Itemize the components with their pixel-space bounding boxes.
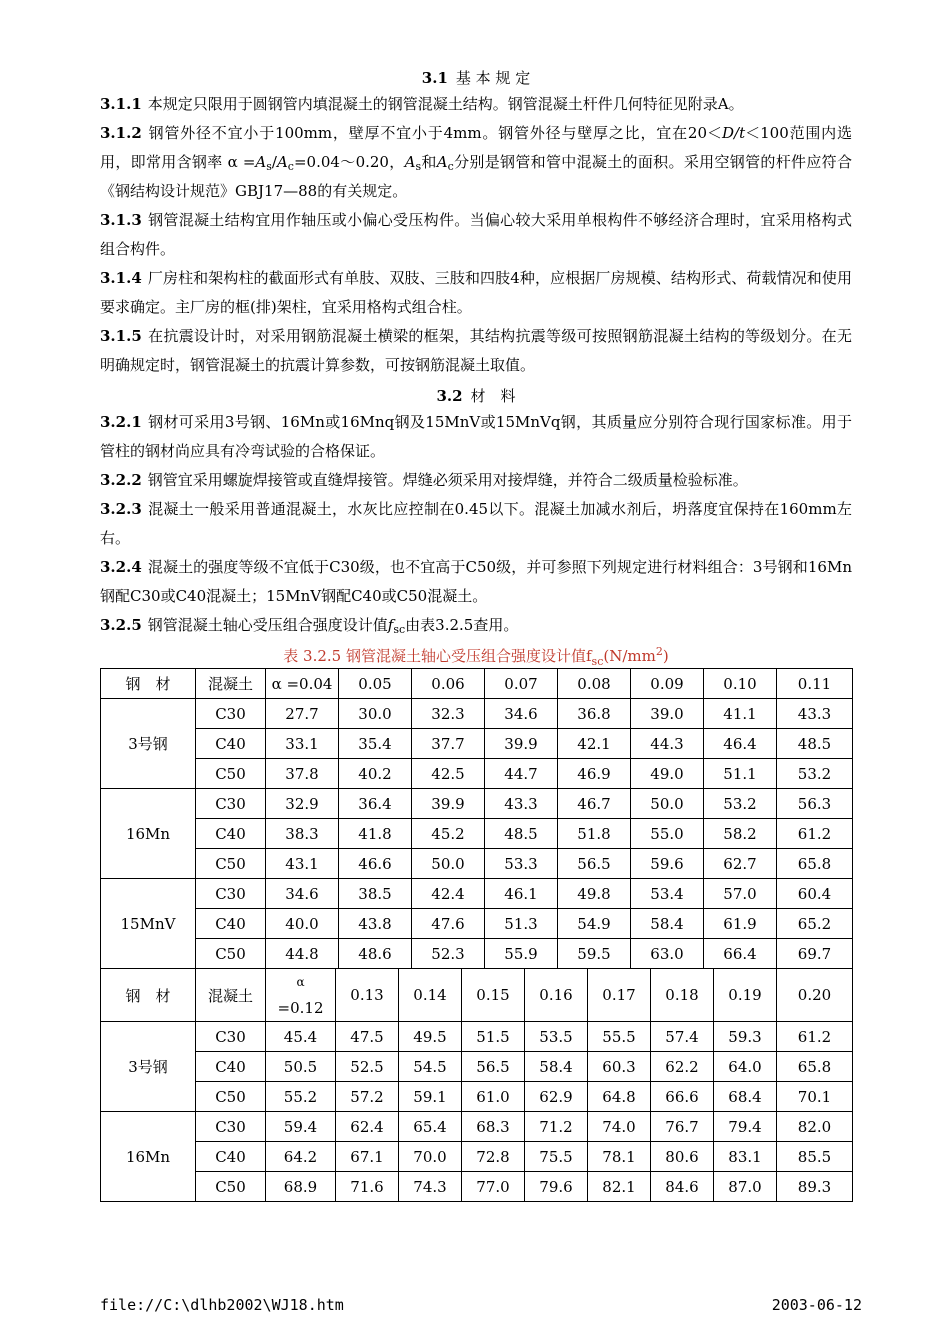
value-cell: 75.5	[525, 1142, 588, 1172]
table-row	[101, 1112, 853, 1142]
value-cell: 52.5	[336, 1052, 399, 1082]
header-cell: 0.14	[399, 969, 462, 1022]
value-cell: 53.2	[704, 789, 777, 819]
concrete-grade-cell: C30	[196, 1022, 266, 1052]
value-cell: 42.4	[412, 879, 485, 909]
value-cell: 82.1	[588, 1172, 651, 1202]
value-cell: 65.2	[777, 909, 853, 939]
value-cell: 44.8	[266, 939, 339, 969]
value-cell: 42.1	[558, 729, 631, 759]
value-cell: 47.6	[412, 909, 485, 939]
header-alpha-symbol: α	[296, 975, 305, 989]
header-cell: 0.05	[339, 669, 412, 699]
value-cell: 61.2	[777, 1022, 853, 1052]
table-row	[101, 789, 853, 819]
footer-date: 2003-06-12	[771, 1296, 862, 1314]
value-cell: 44.3	[631, 729, 704, 759]
value-cell: 46.6	[339, 849, 412, 879]
value-cell: 55.5	[588, 1022, 651, 1052]
value-cell: 57.4	[651, 1022, 714, 1052]
concrete-grade-cell: C40	[196, 819, 266, 849]
value-cell: 53.3	[485, 849, 558, 879]
table-row	[101, 909, 853, 939]
value-cell: 40.0	[266, 909, 339, 939]
value-cell: 49.8	[558, 879, 631, 909]
concrete-grade-cell: C30	[196, 789, 266, 819]
header-cell: 混凝土	[196, 969, 266, 1022]
value-cell: 54.9	[558, 909, 631, 939]
value-cell: 44.7	[485, 759, 558, 789]
clause-3-2-4: 3.2.4 混凝土的强度等级不宜低于C30级，也不宜高于C50级，并可参照下列规定进行材料组合：3号钢和16Mn钢配C30或C40混凝土；15MnV钢配C40或C50混凝土。	[100, 558, 852, 605]
value-cell: 59.3	[714, 1022, 777, 1052]
table-row	[101, 699, 853, 729]
clause-3-2-1: 3.2.1 钢材可采用3号钢、16Mn或16Mnq钢及15MnV或15MnVq钢，其质量应分别符合现行国家标准。用于管柱的钢材尚应具有冷弯试验的合格保证。	[100, 413, 852, 460]
value-cell: 33.1	[266, 729, 339, 759]
value-cell: 51.1	[704, 759, 777, 789]
value-cell: 68.3	[462, 1112, 525, 1142]
value-cell: 46.7	[558, 789, 631, 819]
clause-3-1-5: 3.1.5 在抗震设计时，对采用钢筋混凝土横梁的框架，其结构抗震等级可按照钢筋混凝土结构的等级划分。在无明确规定时，钢管混凝土的抗震计算参数，可按钢筋混凝土取值。	[100, 327, 852, 374]
table-row	[101, 729, 853, 759]
header-cell: 0.08	[558, 669, 631, 699]
value-cell: 46.4	[704, 729, 777, 759]
table-row	[101, 1022, 853, 1052]
value-cell: 60.4	[777, 879, 853, 909]
table-row	[101, 939, 853, 969]
value-cell: 71.2	[525, 1112, 588, 1142]
header-cell	[266, 969, 336, 1022]
concrete-grade-cell: C30	[196, 699, 266, 729]
value-cell: 46.9	[558, 759, 631, 789]
value-cell: 65.4	[399, 1112, 462, 1142]
value-cell: 62.4	[336, 1112, 399, 1142]
value-cell: 40.2	[339, 759, 412, 789]
value-cell: 49.5	[399, 1022, 462, 1052]
value-cell: 64.2	[266, 1142, 336, 1172]
value-cell: 59.6	[631, 849, 704, 879]
value-cell: 78.1	[588, 1142, 651, 1172]
value-cell: 72.8	[462, 1142, 525, 1172]
header-cell: 0.17	[588, 969, 651, 1022]
clause-3-2-3: 3.2.3 混凝土一般采用普通混凝土，水灰比应控制在0.45以下。混凝土加减水剂后，坍落度宜保持在160mm左右。	[100, 500, 852, 547]
value-cell: 62.9	[525, 1082, 588, 1112]
value-cell: 71.6	[336, 1172, 399, 1202]
value-cell: 43.1	[266, 849, 339, 879]
value-cell: 43.3	[777, 699, 853, 729]
header-cell: 0.16	[525, 969, 588, 1022]
clause-3-1-1: 3.1.1 本规定只限用于圆钢管内填混凝土的钢管混凝土结构。钢管混凝土杆件几何特征见附录A。	[100, 95, 744, 113]
document-page	[100, 66, 852, 1202]
value-cell: 51.3	[485, 909, 558, 939]
value-cell: 74.3	[399, 1172, 462, 1202]
value-cell: 57.2	[336, 1082, 399, 1112]
concrete-grade-cell: C50	[196, 849, 266, 879]
value-cell: 41.1	[704, 699, 777, 729]
value-cell: 36.4	[339, 789, 412, 819]
value-cell: 64.0	[714, 1052, 777, 1082]
value-cell: 50.5	[266, 1052, 336, 1082]
value-cell: 58.4	[525, 1052, 588, 1082]
value-cell: 89.3	[777, 1172, 853, 1202]
header-cell: 钢 材	[101, 969, 196, 1022]
table-header-row	[101, 969, 853, 1022]
concrete-grade-cell: C40	[196, 729, 266, 759]
table-row	[101, 1142, 853, 1172]
value-cell: 87.0	[714, 1172, 777, 1202]
value-cell: 65.8	[777, 849, 853, 879]
value-cell: 36.8	[558, 699, 631, 729]
value-cell: 58.4	[631, 909, 704, 939]
concrete-grade-cell: C50	[196, 759, 266, 789]
value-cell: 52.3	[412, 939, 485, 969]
value-cell: 68.9	[266, 1172, 336, 1202]
concrete-grade-cell: C30	[196, 879, 266, 909]
value-cell: 62.7	[704, 849, 777, 879]
value-cell: 49.0	[631, 759, 704, 789]
clause-3-1-4: 3.1.4 厂房柱和架构柱的截面形式有单肢、双肢、三肢和四肢4种，应根据厂房规模、结构形式、荷载情况和使用要求确定。主厂房的框(排)架柱，宜采用格构式组合柱。	[100, 269, 852, 316]
steel-grade-cell: 3号钢	[101, 699, 196, 789]
value-cell: 32.3	[412, 699, 485, 729]
value-cell: 61.0	[462, 1082, 525, 1112]
clause-3-1-3: 3.1.3 钢管混凝土结构宜用作轴压或小偏心受压构件。当偏心较大采用单根构件不够经济合理时，宜采用格构式组合构件。	[100, 211, 852, 258]
footer-file-path: file://C:\dlhb2002\WJ18.htm	[100, 1296, 344, 1314]
value-cell: 79.4	[714, 1112, 777, 1142]
value-cell: 39.9	[412, 789, 485, 819]
header-cell: 0.13	[336, 969, 399, 1022]
concrete-grade-cell: C50	[196, 1172, 266, 1202]
value-cell: 63.0	[631, 939, 704, 969]
value-cell: 53.5	[525, 1022, 588, 1052]
concrete-grade-cell: C30	[196, 1112, 266, 1142]
value-cell: 70.1	[777, 1082, 853, 1112]
value-cell: 74.0	[588, 1112, 651, 1142]
section-title-3-1: 3.1 基 本 规 定	[421, 69, 531, 87]
table-row	[101, 1082, 853, 1112]
value-cell: 57.0	[704, 879, 777, 909]
value-cell: 67.1	[336, 1142, 399, 1172]
value-cell: 51.5	[462, 1022, 525, 1052]
header-cell: 0.07	[485, 669, 558, 699]
table-row	[101, 879, 853, 909]
concrete-grade-cell: C40	[196, 1052, 266, 1082]
value-cell: 38.3	[266, 819, 339, 849]
value-cell: 62.2	[651, 1052, 714, 1082]
header-cell: 0.19	[714, 969, 777, 1022]
concrete-grade-cell: C40	[196, 1142, 266, 1172]
clause-3-2-5: 3.2.5 钢管混凝土轴心受压组合强度设计值$f_{sc}$由表3.2.5查用。	[100, 616, 519, 636]
value-cell: 50.0	[631, 789, 704, 819]
value-cell: 30.0	[339, 699, 412, 729]
value-cell: 48.6	[339, 939, 412, 969]
header-cell: 0.20	[777, 969, 853, 1022]
value-cell: 34.6	[485, 699, 558, 729]
value-cell: 83.1	[714, 1142, 777, 1172]
value-cell: 70.0	[399, 1142, 462, 1172]
value-cell: 35.4	[339, 729, 412, 759]
value-cell: 55.9	[485, 939, 558, 969]
value-cell: 32.9	[266, 789, 339, 819]
value-cell: 61.9	[704, 909, 777, 939]
header-cell: α =0.04	[266, 669, 339, 699]
value-cell: 61.2	[777, 819, 853, 849]
value-cell: 42.5	[412, 759, 485, 789]
steel-grade-cell: 16Mn	[101, 789, 196, 879]
value-cell: 66.4	[704, 939, 777, 969]
value-cell: 59.5	[558, 939, 631, 969]
value-cell: 56.3	[777, 789, 853, 819]
value-cell: 69.7	[777, 939, 853, 969]
strength-table-part2	[100, 968, 853, 1202]
header-cell: 0.10	[704, 669, 777, 699]
value-cell: 56.5	[558, 849, 631, 879]
value-cell: 66.6	[651, 1082, 714, 1112]
value-cell: 48.5	[777, 729, 853, 759]
value-cell: 82.0	[777, 1112, 853, 1142]
section-title-3-2: 3.2 材 料	[436, 387, 516, 405]
value-cell: 56.5	[462, 1052, 525, 1082]
value-cell: 38.5	[339, 879, 412, 909]
value-cell: 55.2	[266, 1082, 336, 1112]
table-row	[101, 1172, 853, 1202]
value-cell: 53.4	[631, 879, 704, 909]
value-cell: 27.7	[266, 699, 339, 729]
header-cell: 0.09	[631, 669, 704, 699]
table-row	[101, 819, 853, 849]
concrete-grade-cell: C40	[196, 909, 266, 939]
concrete-grade-cell: C50	[196, 939, 266, 969]
value-cell: 80.6	[651, 1142, 714, 1172]
value-cell: 59.1	[399, 1082, 462, 1112]
value-cell: 64.8	[588, 1082, 651, 1112]
header-cell: 0.18	[651, 969, 714, 1022]
value-cell: 68.4	[714, 1082, 777, 1112]
value-cell: 37.7	[412, 729, 485, 759]
value-cell: 65.8	[777, 1052, 853, 1082]
clause-3-2-2: 3.2.2 钢管宜采用螺旋焊接管或直缝焊接管。焊缝必须采用对接焊缝，并符合二级质量检验标准。	[100, 471, 748, 489]
value-cell: 50.0	[412, 849, 485, 879]
value-cell: 79.6	[525, 1172, 588, 1202]
value-cell: 55.0	[631, 819, 704, 849]
value-cell: 43.8	[339, 909, 412, 939]
value-cell: 77.0	[462, 1172, 525, 1202]
value-cell: 48.5	[485, 819, 558, 849]
value-cell: 39.9	[485, 729, 558, 759]
table-row	[101, 1052, 853, 1082]
header-cell: 混凝土	[196, 669, 266, 699]
table-header-row	[101, 669, 853, 699]
value-cell: 45.2	[412, 819, 485, 849]
header-cell: 0.15	[462, 969, 525, 1022]
value-cell: 85.5	[777, 1142, 853, 1172]
table-caption: 表 3.2.5 钢管混凝土轴心受压组合强度设计值$f_{sc}(N/mm^2)$	[283, 645, 669, 668]
value-cell: 59.4	[266, 1112, 336, 1142]
clause-3-1-2: 3.1.2 钢管外径不宜小于100mm，壁厚不宜小于4mm。钢管外径与壁厚之比，宜在20＜D/t＜100范围内选用，即常用含钢率 $\alpha =A_s/A_c=0.04\sim 0.20$，$A_s$和$A_c$分别是钢管和管中混凝土的面积。采用空钢管的杆件应符合《钢结构设计规范》GBJ17—88的有关规定。	[100, 124, 852, 200]
value-cell: 34.6	[266, 879, 339, 909]
strength-table-part1	[100, 668, 853, 969]
value-cell: 84.6	[651, 1172, 714, 1202]
value-cell: 37.8	[266, 759, 339, 789]
steel-grade-cell: 16Mn	[101, 1112, 196, 1202]
value-cell: 39.0	[631, 699, 704, 729]
value-cell: 60.3	[588, 1052, 651, 1082]
value-cell: 46.1	[485, 879, 558, 909]
steel-grade-cell: 15MnV	[101, 879, 196, 969]
steel-grade-cell: 3号钢	[101, 1022, 196, 1112]
value-cell: 45.4	[266, 1022, 336, 1052]
table-row	[101, 849, 853, 879]
value-cell: 54.5	[399, 1052, 462, 1082]
header-cell: 钢 材	[101, 669, 196, 699]
header-alpha-value: =0.12	[277, 999, 324, 1017]
value-cell: 58.2	[704, 819, 777, 849]
concrete-grade-cell: C50	[196, 1082, 266, 1112]
value-cell: 53.2	[777, 759, 853, 789]
value-cell: 51.8	[558, 819, 631, 849]
value-cell: 47.5	[336, 1022, 399, 1052]
value-cell: 43.3	[485, 789, 558, 819]
value-cell: 76.7	[651, 1112, 714, 1142]
header-cell: 0.06	[412, 669, 485, 699]
table-row	[101, 759, 853, 789]
header-cell: 0.11	[777, 669, 853, 699]
value-cell: 41.8	[339, 819, 412, 849]
